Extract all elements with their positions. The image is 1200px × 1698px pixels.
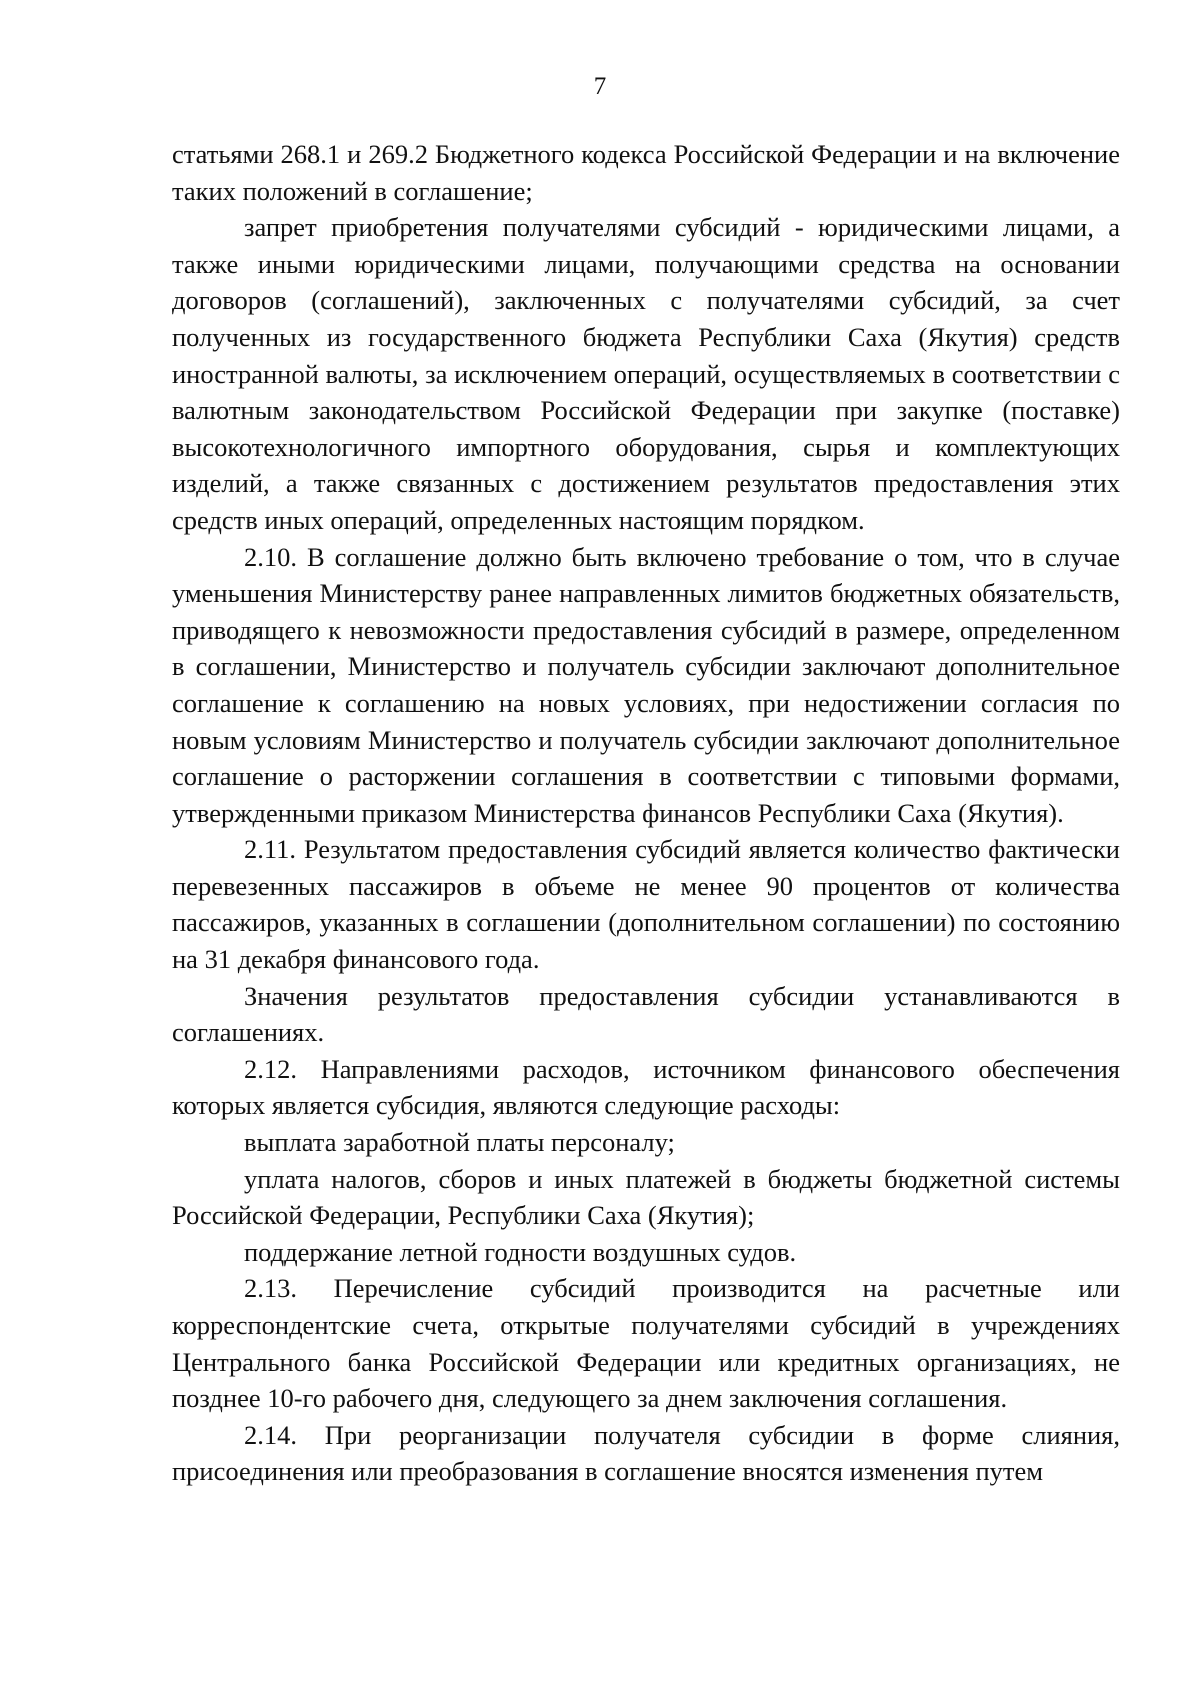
document-body [172, 136, 1120, 1490]
list-item-salary: выплата заработной платы персоналу; [244, 1127, 675, 1158]
list-item-airworthiness: поддержание летной годности воздушных судов. [244, 1236, 797, 1267]
paragraph-continuation: статьями 268.1 и 269.2 Бюджетного кодекса Российской Федерации и на включение таких положений в соглашение; [172, 139, 1120, 206]
paragraph-2-14: 2.14. При реорганизации получателя субсидии в форме слияния, присоединения или преобразования в соглашение вносятся изменения путем [172, 1419, 1120, 1487]
paragraph-2-13: 2.13. Перечисление субсидий производится на расчетные или корреспондентские счета, открытые получателями субсидий в учреждениях Центрального банка Российской Федерации или кредитных организациях, не позднее 10-го рабочего дня, следующего за днем заключения соглашения. [172, 1273, 1120, 1414]
page-number: 7 [593, 73, 607, 100]
paragraph-result-values: Значения результатов предоставления субсидии устанавливаются в соглашениях. [172, 980, 1120, 1048]
paragraph-2-10: 2.10. В соглашение должно быть включено требование о том, что в случае уменьшения Министерству ранее направленных лимитов бюджетных обязательств, приводящего к невозможности предоставления субсидий в размере, определенном в соглашении, Министерство и получатель субсидии заключают дополнительное соглашение к соглашению на новых условиях, при недостижении согласия по новым условиям Министерство и получатель субсидии заключают дополнительное соглашение о расторжении соглашения в соответствии с типовыми формами, утвержденными приказом Министерства финансов Республики Саха (Якутия). [172, 541, 1120, 828]
paragraph-2-11: 2.11. Результатом предоставления субсидий является количество фактически перевезенных пассажиров в объеме не менее 90 процентов от количества пассажиров, указанных в соглашении (дополнительном соглашении) по состоянию на 31 декабря финансового года. [172, 834, 1120, 975]
list-item-taxes: уплата налогов, сборов и иных платежей в бюджеты бюджетной системы Российской Федерации, Республики Саха (Якутия); [172, 1163, 1120, 1231]
paragraph-2-12: 2.12. Направлениями расходов, источником финансового обеспечения которых является субсидия, являются следующие расходы: [172, 1053, 1120, 1121]
paragraph-currency-ban: запрет приобретения получателями субсидий - юридическими лицами, а также иными юридическими лицами, получающими средства на основании договоров (соглашений), заключенных с получателями субсидий, за счет полученных из государственного бюджета Республики Саха (Якутия) средств иностранной валюты, за исключением операций, осуществляемых в соответствии с валютным законодательством Российской Федерации при закупке (поставке) высокотехнологичного импортного оборудования, сырья и комплектующих изделий, а также связанных с достижением результатов предоставления этих средств иных операций, определенных настоящим порядком. [172, 212, 1120, 535]
